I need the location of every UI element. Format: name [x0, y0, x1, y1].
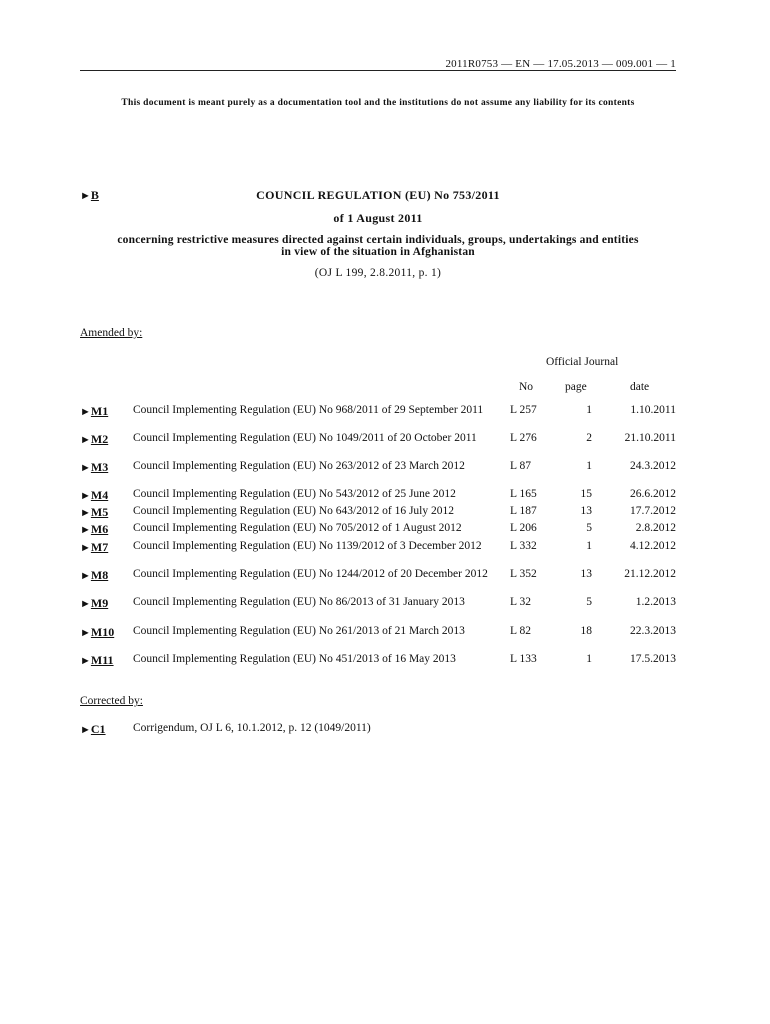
oj-number: L 206: [510, 522, 537, 534]
arrow-icon: ►: [80, 598, 91, 610]
amendment-row: [80, 596, 676, 624]
amendment-marker[interactable]: [80, 505, 108, 520]
amendment-marker[interactable]: [80, 432, 108, 447]
amendment-marker[interactable]: [80, 488, 108, 503]
column-header-page: page: [565, 381, 587, 393]
amendment-row: [80, 404, 676, 432]
amendment-row: [80, 540, 676, 568]
arrow-icon: ►: [80, 542, 91, 554]
amendment-description: Council Implementing Regulation (EU) No 263/2012 of 23 March 2012: [133, 460, 465, 472]
oj-number: L 165: [510, 488, 537, 500]
arrow-icon: ►: [80, 724, 91, 736]
oj-date: 21.10.2011: [624, 432, 676, 444]
oj-date: 17.7.2012: [630, 505, 676, 517]
amendment-description: Council Implementing Regulation (EU) No 968/2011 of 29 September 2011: [133, 404, 484, 416]
oj-page: 13: [580, 505, 592, 517]
amendment-row: [80, 432, 676, 460]
column-header-no: No: [519, 381, 534, 393]
oj-date: 1.2.2013: [635, 596, 676, 608]
disclaimer: This document is meant purely as a documentation tool and the institutions do not assume any liability for its contents: [121, 98, 635, 108]
arrow-icon: ►: [80, 655, 91, 667]
correction-marker[interactable]: [80, 722, 106, 737]
oj-page: 1: [586, 653, 592, 665]
amendment-marker[interactable]: [80, 460, 108, 475]
oj-page: 15: [580, 488, 592, 500]
oj-number: L 276: [510, 432, 537, 444]
oj-number: L 87: [510, 460, 531, 472]
arrow-icon: ►: [80, 490, 91, 502]
amendment-code-link[interactable]: M7: [90, 540, 109, 554]
regulation-title: COUNCIL REGULATION (EU) No 753/2011: [256, 188, 500, 202]
official-journal-heading: Official Journal: [546, 356, 619, 368]
document-reference: 2011R0753 — EN — 17.05.2013 — 009.001 — 1: [445, 58, 676, 70]
arrow-icon: ►: [80, 190, 91, 202]
oj-number: L 133: [510, 653, 537, 665]
oj-date: 17.5.2013: [630, 653, 676, 665]
correction-description: Corrigendum, OJ L 6, 10.1.2012, p. 12 (1049/2011): [133, 722, 371, 734]
oj-page: 5: [586, 596, 592, 608]
amendment-code-link[interactable]: M8: [90, 568, 109, 582]
amendment-row: [80, 460, 676, 488]
oj-page: 2: [586, 432, 592, 444]
arrow-icon: ►: [80, 406, 91, 418]
amendment-code-link[interactable]: M11: [90, 653, 114, 667]
amendment-description: Council Implementing Regulation (EU) No 543/2012 of 25 June 2012: [133, 488, 456, 500]
amendment-code-link[interactable]: M5: [90, 505, 109, 519]
amendment-marker[interactable]: [80, 625, 114, 640]
amendment-code-link[interactable]: M1: [90, 404, 109, 418]
arrow-icon: ►: [80, 462, 91, 474]
amendment-row: [80, 653, 676, 681]
oj-date: 26.6.2012: [630, 488, 676, 500]
oj-reference: (OJ L 199, 2.8.2011, p. 1): [314, 267, 442, 279]
oj-page: 13: [580, 568, 592, 580]
amendment-description: Council Implementing Regulation (EU) No 451/2013 of 16 May 2013: [133, 653, 456, 665]
oj-date: 21.12.2012: [624, 568, 676, 580]
oj-number: L 352: [510, 568, 537, 580]
arrow-icon: ►: [80, 524, 91, 536]
amendment-description: Council Implementing Regulation (EU) No 705/2012 of 1 August 2012: [133, 522, 462, 534]
oj-number: L 332: [510, 540, 537, 552]
amendment-code-link[interactable]: M3: [90, 460, 109, 474]
oj-date: 4.12.2012: [630, 540, 676, 552]
oj-date: 2.8.2012: [635, 522, 676, 534]
amended-by-heading: Amended by:: [80, 327, 143, 339]
arrow-icon: ►: [80, 434, 91, 446]
arrow-icon: ►: [80, 507, 91, 519]
amendment-code-link[interactable]: M6: [90, 522, 109, 536]
oj-page: 5: [586, 522, 592, 534]
regulation-date: of 1 August 2011: [333, 211, 423, 225]
amendment-code-link[interactable]: M9: [90, 596, 109, 610]
oj-page: 1: [586, 404, 592, 416]
arrow-icon: ►: [80, 570, 91, 582]
amendment-description: Council Implementing Regulation (EU) No 261/2013 of 21 March 2013: [133, 625, 465, 637]
oj-number: L 32: [510, 596, 531, 608]
amendment-marker[interactable]: [80, 568, 108, 583]
oj-number: L 187: [510, 505, 537, 517]
corrected-by-heading: Corrected by:: [80, 695, 143, 707]
amendment-marker[interactable]: [80, 404, 108, 419]
oj-page: 1: [586, 540, 592, 552]
amendment-description: Council Implementing Regulation (EU) No 86/2013 of 31 January 2013: [133, 596, 465, 608]
amendment-marker[interactable]: [80, 540, 108, 555]
oj-date: 1.10.2011: [630, 404, 676, 416]
base-code-link[interactable]: B: [90, 188, 99, 202]
regulation-title-block: [80, 188, 676, 279]
amendment-code-link[interactable]: M4: [90, 488, 109, 502]
oj-number: L 257: [510, 404, 537, 416]
amendment-description: Council Implementing Regulation (EU) No 1139/2012 of 3 December 2012: [133, 540, 482, 552]
amendment-code-link[interactable]: M2: [90, 432, 109, 446]
amendment-marker[interactable]: [80, 653, 114, 668]
amendment-row: [80, 568, 676, 596]
amendment-code-link[interactable]: M10: [90, 625, 115, 639]
amendment-row: [80, 625, 676, 653]
oj-page: 18: [580, 625, 592, 637]
regulation-subject: concerning restrictive measures directed against certain individuals, groups, undertakings and entities in view of the situation in Afghanistan: [117, 234, 639, 258]
arrow-icon: ►: [80, 627, 91, 639]
column-header-date: date: [630, 381, 650, 393]
amendment-description: Council Implementing Regulation (EU) No 1244/2012 of 20 December 2012: [133, 568, 488, 580]
amendment-marker[interactable]: [80, 596, 108, 611]
amendment-description: Council Implementing Regulation (EU) No 1049/2011 of 20 October 2011: [133, 432, 477, 444]
oj-number: L 82: [510, 625, 531, 637]
correction-code-link[interactable]: C1: [90, 722, 106, 736]
oj-date: 22.3.2013: [630, 625, 676, 637]
oj-page: 1: [586, 460, 592, 472]
oj-date: 24.3.2012: [630, 460, 676, 472]
amendment-description: Council Implementing Regulation (EU) No 643/2012 of 16 July 2012: [133, 505, 455, 517]
amendment-marker[interactable]: [80, 522, 108, 537]
